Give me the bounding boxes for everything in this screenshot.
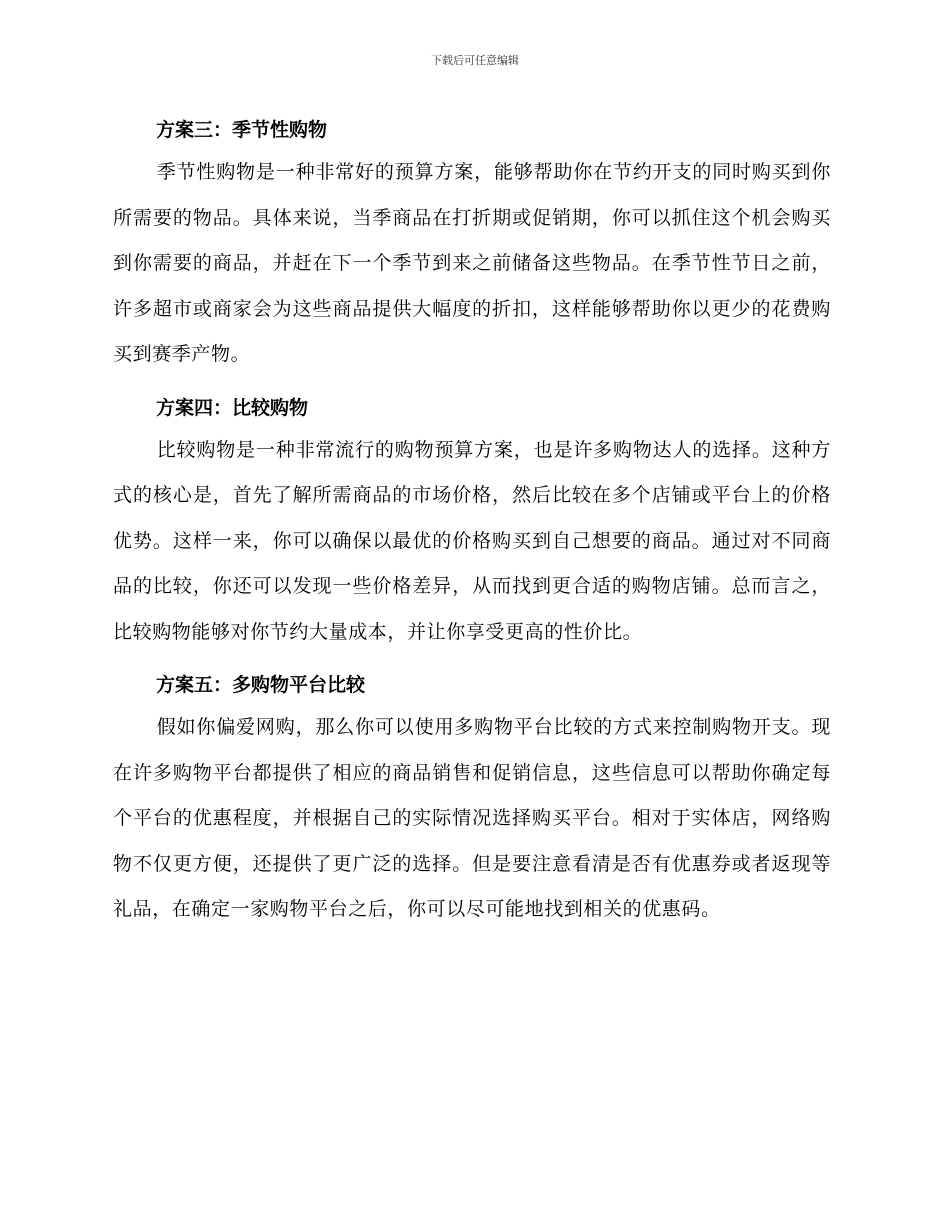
section-plan-four <box>113 388 831 656</box>
section-heading: 方案五：多购物平台比较 <box>156 674 366 696</box>
section-paragraph: 比较购物是一种非常流行的购物预算方案，也是许多购物达人的选择。这种方式的核心是，首先了解所需商品的市场价格，然后比较在多个店铺或平台上的价格优势。这样一来，你可以确保以最优的价格购买到自己想要的商品。通过对不同商品的比较，你还可以发现一些价格差异，从而找到更合适的购物店铺。总而言之，比较购物能够对你节约大量成本，并让你享受更高的性价比。 <box>113 438 831 643</box>
section-paragraph: 假如你偏爱网购，那么你可以使用多购物平台比较的方式来控制购物开支。现在许多购物平台都提供了相应的商品销售和促销信息，这些信息可以帮助你确定每个平台的优惠程度，并根据自己的实际情况选择购买平台。相对于实体店，网络购物不仅更方便，还提供了更广泛的选择。但是要注意看清是否有优惠券或者返现等礼品，在确定一家购物平台之后，你可以尽可能地找到相关的优惠码。 <box>113 716 831 920</box>
document-body <box>113 110 831 933</box>
section-heading: 方案四：比较购物 <box>156 396 309 419</box>
page-header-note: 下载后可任意编辑 <box>431 54 519 67</box>
section-paragraph: 季节性购物是一种非常好的预算方案，能够帮助你在节约开支的同时购买到你所需要的物品。具体来说，当季商品在打折期或促销期，你可以抓住这个机会购买到你需要的商品，并赶在下一个季节到来之前储备这些物品。在季节性节日之前，许多超市或商家会为这些商品提供大幅度的折扣，这样能够帮助你以更少的花费购买到赛季产物。 <box>113 161 831 365</box>
section-heading: 方案三：季节性购物 <box>156 119 328 141</box>
section-plan-five <box>113 665 831 933</box>
section-plan-three <box>113 110 831 378</box>
